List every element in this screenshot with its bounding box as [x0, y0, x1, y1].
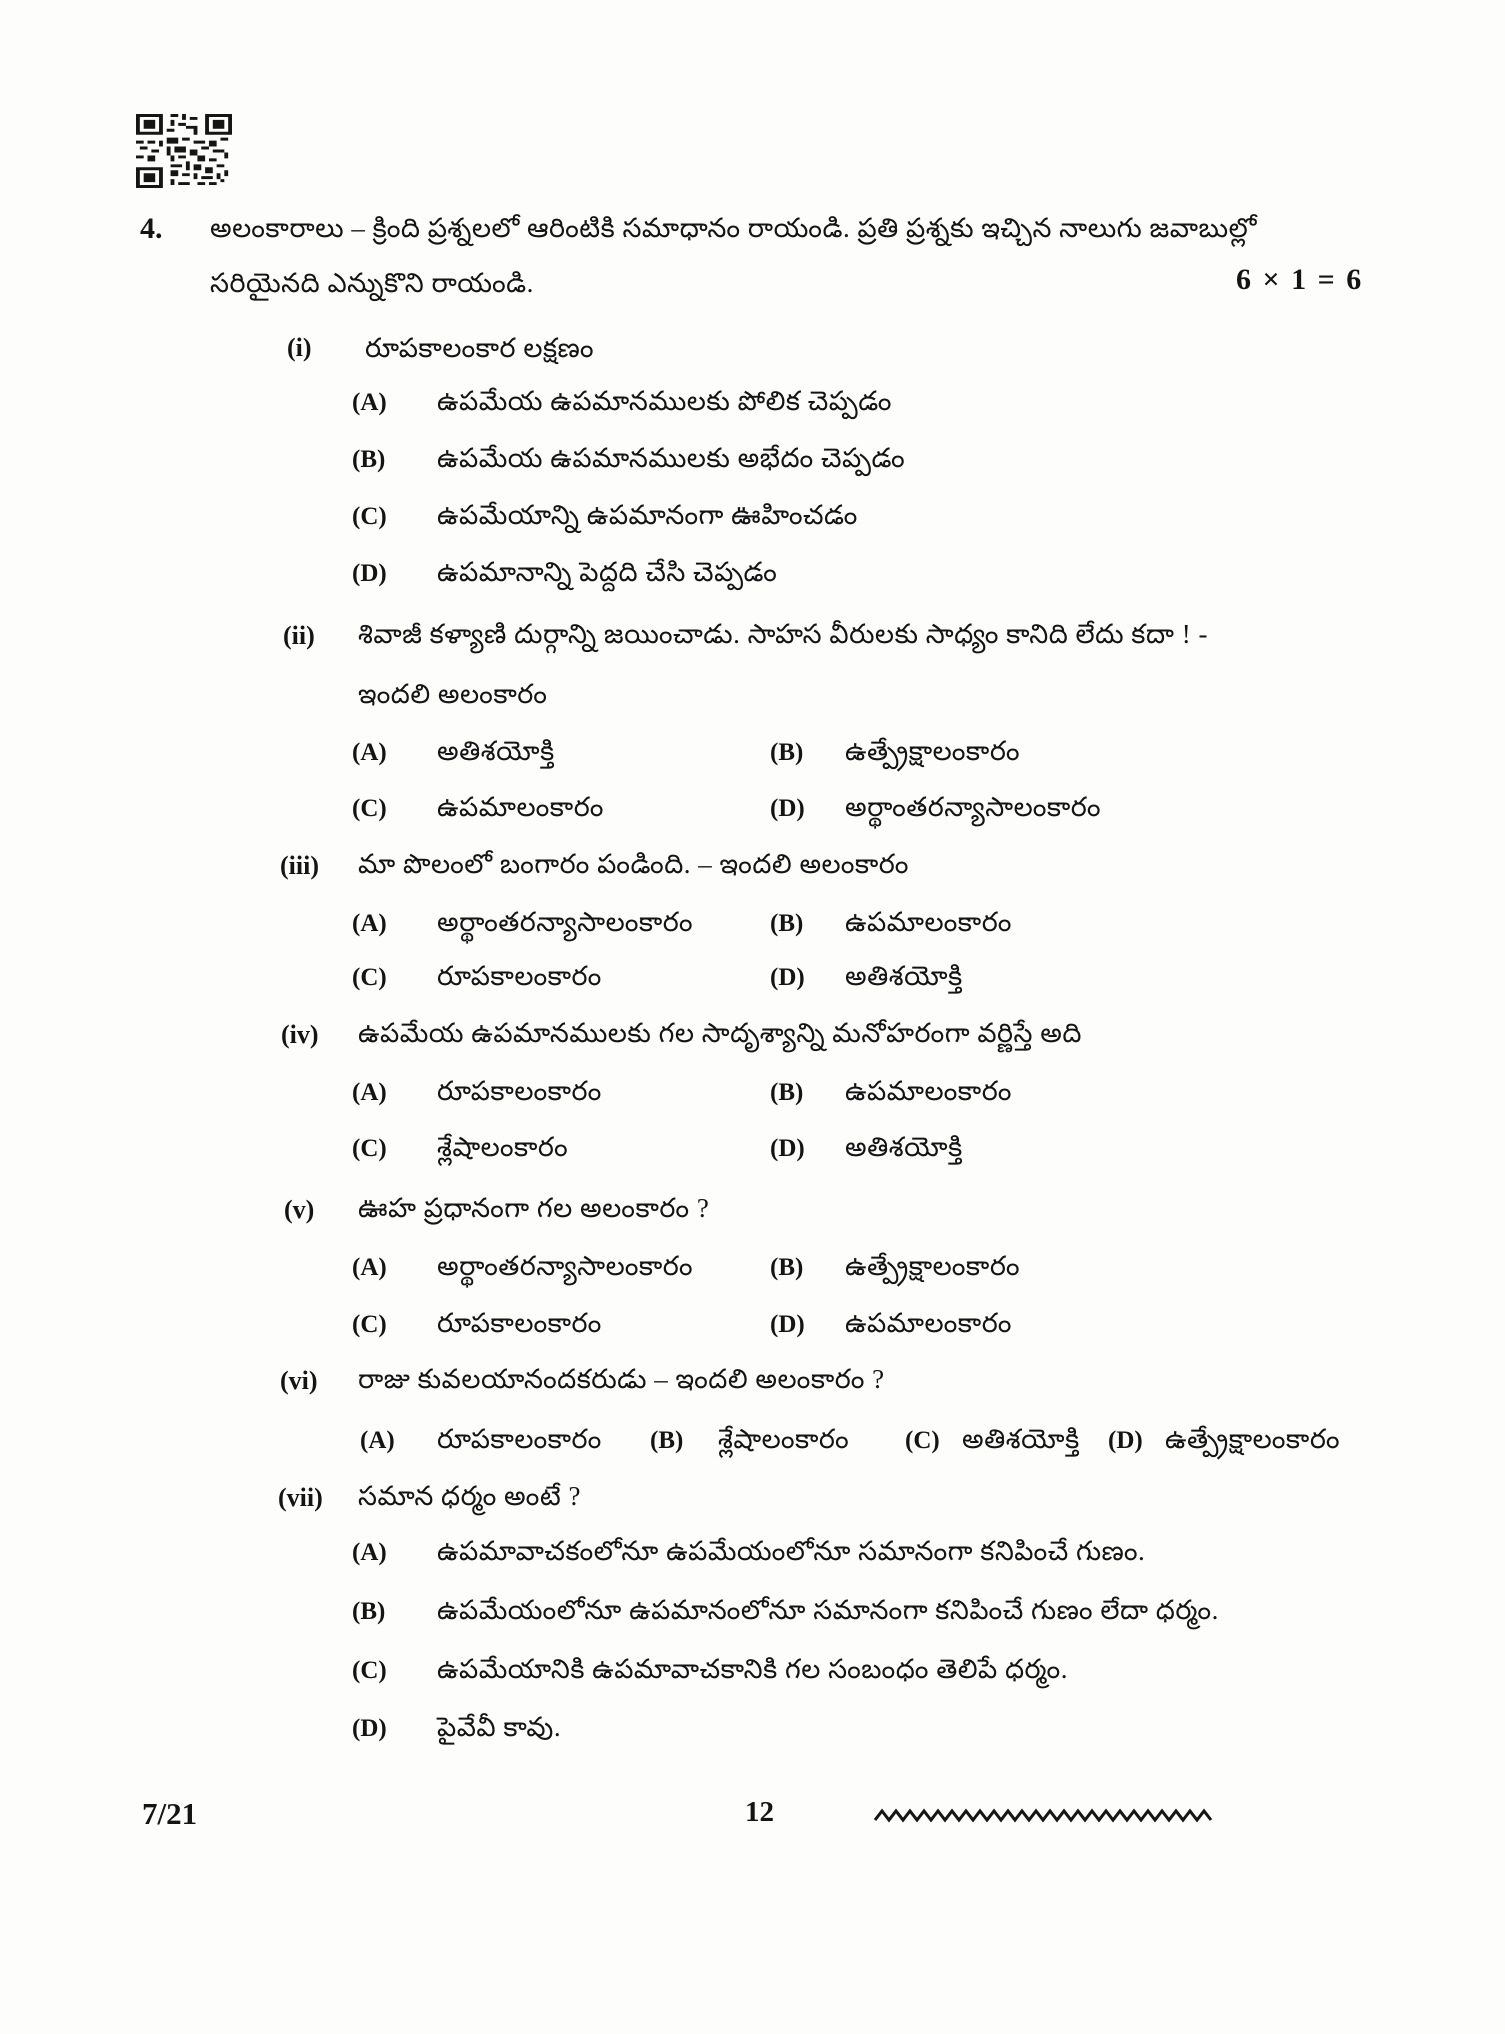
option-label: (D)	[1108, 1427, 1143, 1454]
option-text: అతిశయోక్తి	[845, 961, 963, 991]
option-text: అర్థాంతరన్యాసాలంకారం	[845, 792, 1102, 822]
option-label: (D)	[770, 1311, 805, 1338]
option-text: ఉపమేయ ఉపమానములకు అభేదం చెప్పడం	[437, 443, 906, 473]
option-label: (B)	[770, 910, 804, 937]
option-label: (D)	[770, 964, 805, 991]
option-text: అర్థాంతరన్యాసాలంకారం	[437, 1251, 694, 1281]
sub-question-text: ఊహ ప్రధానంగా గల అలంకారం ?	[358, 1193, 710, 1223]
option-text: అతిశయోక్తి	[437, 736, 555, 766]
option-text: శ్లేషాలంకారం	[437, 1132, 569, 1162]
option-label: (B)	[352, 1598, 386, 1625]
option-label: (B)	[650, 1427, 684, 1454]
question-intro-line-2: సరియైనది ఎన్నుకొని రాయండి.	[210, 268, 534, 298]
sub-question-number: (iv)	[281, 1020, 319, 1049]
sub-question-number: (v)	[284, 1195, 315, 1224]
option-text: ఉపమావాచకంలోనూ ఉపమేయంలోనూ సమానంగా కనిపించే గుణం.	[437, 1536, 1146, 1566]
option-label: (B)	[352, 446, 386, 473]
option-label: (B)	[770, 739, 804, 766]
option-text: రూపకాలంకారం	[437, 1424, 602, 1454]
option-label: (A)	[360, 1427, 395, 1454]
option-label: (C)	[905, 1427, 940, 1454]
option-label: (C)	[352, 503, 387, 530]
option-label: (A)	[352, 1254, 387, 1281]
sub-question-number: (i)	[287, 333, 312, 362]
option-label: (C)	[352, 1311, 387, 1338]
option-label: (A)	[352, 910, 387, 937]
qr-code	[136, 114, 232, 188]
option-text: ఉత్ప్రేక్షాలంకారం	[845, 1251, 1021, 1281]
sub-question-text: రాజు కువలయానందకరుడు – ఇందలి అలంకారం ?	[358, 1364, 885, 1394]
option-label: (C)	[352, 795, 387, 822]
option-label: (D)	[770, 1135, 805, 1162]
sub-question-text: రూపకాలంకార లక్షణం	[365, 333, 595, 363]
page-number: 12	[745, 1796, 774, 1828]
option-label: (D)	[770, 795, 805, 822]
option-label: (B)	[770, 1254, 804, 1281]
option-text: ఉపమేయానికి ఉపమావాచకానికి గల సంబంధం తెలిపే ధర్మం.	[437, 1654, 1068, 1684]
option-text: అతిశయోక్తి	[845, 1132, 963, 1162]
sub-question-number: (ii)	[283, 621, 315, 650]
option-label: (C)	[352, 1657, 387, 1684]
sub-question-number: (vii)	[278, 1483, 323, 1512]
option-label: (C)	[352, 964, 387, 991]
option-text: ఉపమాలంకారం	[845, 1076, 1012, 1106]
option-label: (A)	[352, 389, 387, 416]
option-text: రూపకాలంకారం	[437, 1076, 602, 1106]
option-text: రూపకాలంకారం	[437, 1308, 602, 1338]
option-text: అర్థాంతరన్యాసాలంకారం	[437, 907, 694, 937]
option-text: ఉపమేయ ఉపమానములకు పోలిక చెప్పడం	[437, 386, 892, 416]
option-text: రూపకాలంకారం	[437, 961, 602, 991]
question-number: 4.	[140, 212, 163, 245]
sub-question-text: సమాన ధర్మం అంటే ?	[358, 1481, 581, 1511]
option-text: ఉపమేయాన్ని ఉపమానంగా ఊహించడం	[437, 500, 858, 530]
option-label: (D)	[352, 1715, 387, 1742]
option-text: ఉపమాలంకారం	[845, 907, 1012, 937]
marks-label: 6 × 1 = 6	[1236, 263, 1364, 296]
option-label: (B)	[770, 1079, 804, 1106]
option-label: (A)	[352, 1539, 387, 1566]
sub-question-text-line-2: ఇందలి అలంకారం	[358, 679, 548, 709]
option-text: ఉపమానాన్ని పెద్దది చేసి చెప్పడం	[437, 557, 778, 587]
option-text: శ్లేషాలంకారం	[718, 1424, 850, 1454]
option-text: ఉత్ప్రేక్షాలంకారం	[845, 736, 1021, 766]
option-label: (A)	[352, 739, 387, 766]
option-text: అతిశయోక్తి	[962, 1424, 1080, 1454]
sub-question-text: ఉపమేయ ఉపమానములకు గల సాదృశ్యాన్ని మనోహరంగా వర్ణిస్తే అది	[358, 1018, 1082, 1048]
option-text: పైవేవీ కావు.	[437, 1712, 562, 1742]
sub-question-text: మా పొలంలో బంగారం పండింది. – ఇందలి అలంకారం	[358, 849, 909, 879]
sub-question-text: శివాజీ కళ్యాణి దుర్గాన్ని జయించాడు. సాహస వీరులకు సాధ్యం కానిది లేదు కదా ! -	[358, 619, 1208, 649]
question-intro-line-1: అలంకారాలు – క్రింది ప్రశ్నలలో ఆరింటికి సమాధానం రాయండి. ప్రతి ప్రశ్నకు ఇచ్చిన నాలుగు జవాబుల్లో	[210, 213, 1257, 243]
option-label: (A)	[352, 1079, 387, 1106]
zigzag-line	[873, 1804, 1218, 1828]
sub-question-number: (vi)	[280, 1366, 318, 1395]
sub-question-number: (iii)	[280, 851, 319, 880]
option-label: (C)	[352, 1135, 387, 1162]
option-label: (D)	[352, 560, 387, 587]
option-text: ఉపమాలంకారం	[845, 1308, 1012, 1338]
option-text: ఉత్ప్రేక్షాలంకారం	[1165, 1424, 1341, 1454]
option-text: ఉపమేయంలోనూ ఉపమానంలోనూ సమానంగా కనిపించే గుణం లేదా ధర్మం.	[437, 1595, 1219, 1625]
paper-code: 7/21	[142, 1796, 198, 1831]
option-text: ఉపమాలంకారం	[437, 792, 604, 822]
